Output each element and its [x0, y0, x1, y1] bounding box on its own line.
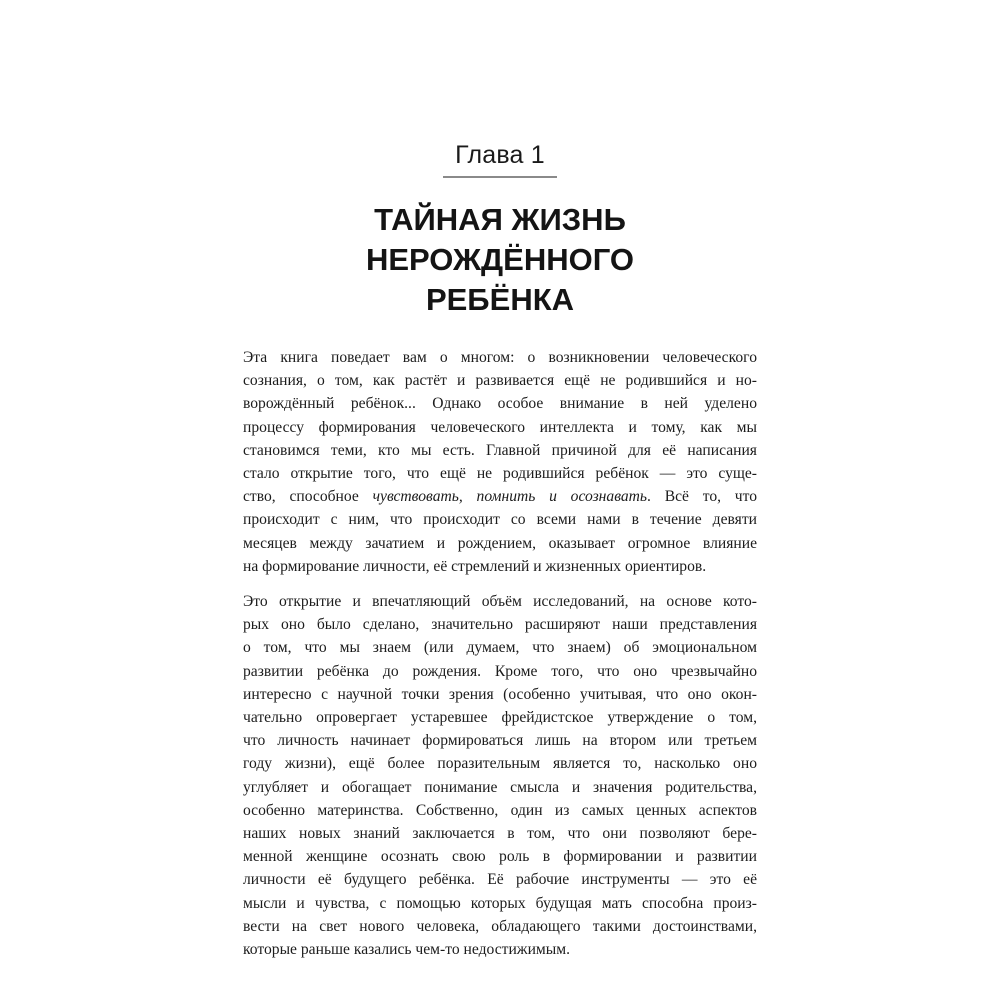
text-line: году жизни), ещё более поразительным является то, насколько оно [243, 755, 757, 773]
text-line: становимся теми, кто мы есть. Главной причиной для её написания [243, 441, 757, 459]
chapter-body [243, 346, 757, 961]
text-line: наших новых знаний заключается в том, что они позволяют бере- [243, 825, 757, 843]
text-line: месяцев между зачатием и рождением, оказывает огромное влияние [243, 534, 757, 552]
chapter-underline [443, 176, 557, 178]
text-line: личности её будущего ребёнка. Её рабочие инструменты — это её [243, 871, 757, 889]
paragraph-2 [243, 590, 757, 961]
chapter-title [250, 200, 750, 320]
text-line: на формирование личности, её стремлений и жизненных ориентиров. [243, 557, 707, 575]
text-line: развитии ребёнка до рождения. Кроме того, что оно чрезвычайно [243, 662, 757, 680]
text-line: стало открытие того, что ещё не родившийся ребёнок — это суще- [243, 465, 757, 483]
text-line: менной женщине осознать свою роль в формировании и развитии [243, 848, 757, 866]
text-line: углубляет и обогащает понимание смысла и значения родительства, [243, 778, 757, 796]
text-line: процессу формирования человеческого интеллекта и тому, как мы [243, 418, 757, 436]
chapter-title-line: РЕБЁНКА [425, 282, 575, 317]
text-line: которые раньше казались чем-то недостижимым. [243, 941, 571, 959]
chapter-title-line: НЕРОЖДЁННОГО [365, 242, 635, 277]
text-line: сознания, о том, как растёт и развивается ещё не родившийся и но- [243, 372, 757, 390]
text-line: о том, что мы знаем (или думаем, что знаем) об эмоциональном [243, 639, 757, 657]
text-line: Эта книга поведает вам о многом: о возникновении человеческого [243, 349, 757, 366]
text-line: интересно с научной точки зрения (особенно учитывая, что оно окон- [243, 685, 757, 703]
text-line: особенно материнства. Собственно, один из самых ценных аспектов [243, 801, 757, 819]
text-run: . Всё то, что [647, 488, 758, 506]
text-line: ворождённый ребёнок... Однако особое внимание в ней уделено [243, 395, 757, 413]
text-line: рых оно было сделано, значительно расширяют наши представления [243, 616, 757, 634]
text-line: вести на свет нового человека, обладающего такими достоинствами, [243, 917, 757, 935]
emphasis-text: чувствовать, помнить и осознавать [372, 488, 648, 506]
text-line-with-emphasis [243, 485, 757, 508]
text-line: чательно опровергает устаревшее фрейдистское утверждение о том, [243, 709, 757, 727]
text-line: происходит с ним, что происходит со всеми нами в течение девяти [243, 511, 757, 529]
text-run: ство, способное [243, 488, 373, 506]
chapter-title-line: ТАЙНАЯ ЖИЗНЬ [374, 202, 626, 237]
text-line: что личность начинает формироваться лишь на втором или третьем [243, 732, 757, 750]
text-line: Это открытие и впечатляющий объём исследований, на основе кото- [243, 593, 757, 611]
paragraph-1 [243, 346, 757, 578]
chapter-label: Глава 1 [455, 141, 545, 169]
text-line: мысли и чувства, с помощью которых будущая мать способна произ- [243, 894, 757, 912]
